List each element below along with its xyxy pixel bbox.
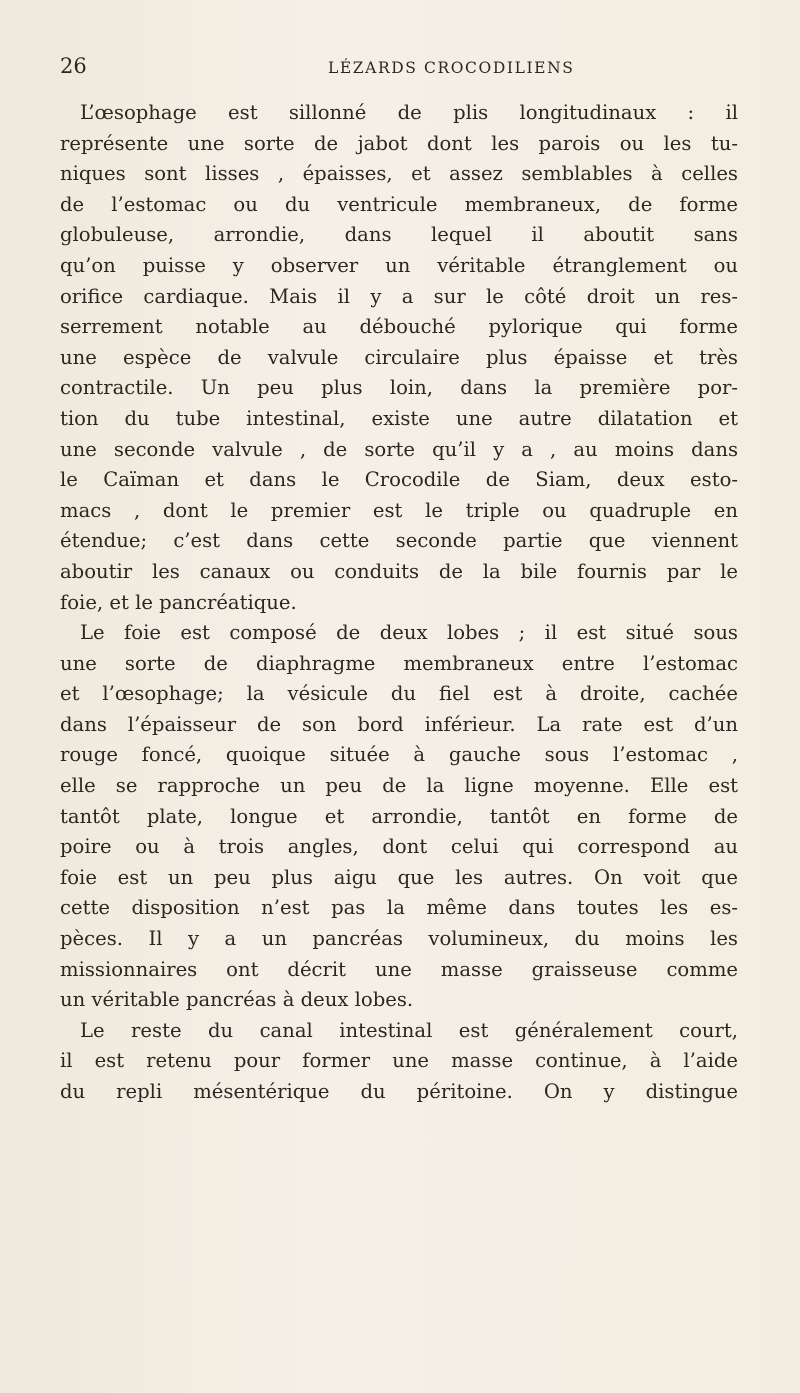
text-line: missionnaires ont décrit une masse graisseuse comme (60, 957, 738, 981)
text-line: globuleuse, arrondie, dans lequel il aboutit sans (60, 223, 738, 247)
text-line: une espèce de valvule circulaire plus épaisse et très (60, 345, 738, 369)
book-page (60, 54, 738, 1108)
text-line: une seconde valvule , de sorte qu’il y a , au moins dans (60, 437, 738, 461)
text-line: un véritable pancréas à deux lobes. (60, 988, 414, 1012)
text-line: Le foie est composé de deux lobes ; il est situé sous (80, 621, 738, 645)
text-line: cette disposition n’est pas la même dans toutes les es- (60, 896, 738, 920)
text-line: dans l’épaisseur de son bord inférieur. La rate est d’un (60, 712, 738, 736)
text-line: foie est un peu plus aigu que les autres. On voit que (60, 865, 738, 889)
text-line: L’œsophage est sillonné de plis longitudinaux : il (80, 101, 738, 124)
text-line: rouge foncé, quoique située à gauche sous l’estomac , (60, 743, 738, 767)
text-line: macs , dont le premier est le triple ou quadruple en (60, 498, 738, 522)
text-line: orifice cardiaque. Mais il y a sur le côté droit un res- (60, 284, 738, 308)
body-text (60, 98, 738, 1108)
text-line: aboutir les canaux ou conduits de la bile fournis par le (60, 559, 738, 583)
text-line: pèces. Il y a un pancréas volumineux, du moins les (60, 927, 738, 951)
text-line: le Caïman et dans le Crocodile de Siam, deux esto- (60, 468, 738, 492)
text-line: étendue; c’est dans cette seconde partie que viennent (60, 529, 738, 553)
text-line: il est retenu pour former une masse continue, à l’aide (60, 1049, 738, 1073)
text-line: elle se rapproche un peu de la ligne moyenne. Elle est (60, 774, 738, 798)
text-line: du repli mésentérique du péritoine. On y distingue (60, 1080, 738, 1103)
text-line: qu’on puisse y observer un véritable étranglement ou (60, 253, 738, 277)
text-line: serrement notable au débouché pylorique qui forme (60, 315, 738, 339)
text-line: tantôt plate, longue et arrondie, tantôt en forme de (60, 804, 738, 828)
text-line: contractile. Un peu plus loin, dans la première por- (60, 376, 738, 400)
text-line: une sorte de diaphragme membraneux entre l’estomac (60, 651, 738, 675)
text-line: Le reste du canal intestinal est généralement court, (80, 1018, 738, 1042)
page-number: 26 (60, 54, 87, 78)
text-line: poire ou à trois angles, dont celui qui correspond au (60, 835, 738, 859)
text-line: tion du tube intestinal, existe une autre dilatation et (60, 406, 738, 430)
running-head: LÉZARDS CROCODILIENS (328, 59, 575, 77)
page-header (60, 54, 738, 86)
text-line: foie, et le pancréatique. (60, 590, 297, 614)
text-line: et l’œsophage; la vésicule du fiel est à droite, cachée (60, 682, 738, 706)
text-line: représente une sorte de jabot dont les parois ou les tu- (60, 131, 738, 155)
text-line: de l’estomac ou du ventricule membraneux, de forme (60, 192, 738, 216)
text-line: niques sont lisses , épaisses, et assez semblables à celles (60, 162, 738, 186)
